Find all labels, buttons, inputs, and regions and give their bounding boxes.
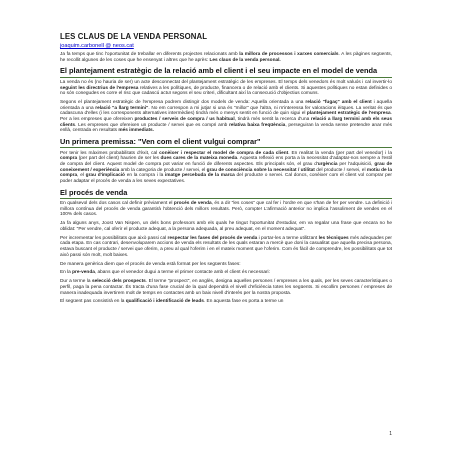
paragraph bbox=[60, 262, 392, 268]
text-run: En qualsevol dels dos casos cal definir prèviament el bbox=[60, 201, 174, 207]
text-run: El següent pas consistirà en la bbox=[60, 299, 126, 305]
text-run: Segons el plantejament estratègic de l'empresa podrem distingir dos models de venda: Aquella orientada a una bbox=[60, 100, 306, 106]
author-email-link[interactable]: joaquim.carbonell @ neos.cat bbox=[60, 43, 134, 49]
bold-text-run: conèixer i respectar el model de compra de cada client bbox=[159, 150, 289, 156]
text-run: (per part del client) haurien de ser les bbox=[77, 156, 161, 162]
text-run: amb la categoria de producte / servei, el bbox=[119, 167, 207, 173]
text-run: en la compra i la bbox=[124, 173, 165, 179]
intro-paragraph bbox=[60, 52, 392, 63]
bold-text-run: les tècniques bbox=[318, 235, 349, 241]
section-heading: Un primera premissa: "Ven com el client vulgui comprar" bbox=[60, 138, 392, 148]
text-run: i portar-les a terme utilitzant bbox=[257, 235, 319, 241]
text-run: relatives a les polítiques, de producte, financera o de relació amb el clients. Si aquestes polítiques no estan definides o no són conegudes es corre el risc que cadascú actuï segons el seu criteri, dificultant així la consecució d'objectius comuns. bbox=[60, 85, 392, 97]
paragraph bbox=[60, 279, 392, 296]
bold-text-run: seguint les directrius de l'empresa bbox=[60, 85, 139, 91]
paragraph bbox=[60, 80, 392, 97]
bold-text-run: qualificació i identificació de leads bbox=[125, 299, 204, 305]
text-run: del producte o servei. Cal doncs, conèixer com el client vol comprar per poder adaptar el procés de venda a les seves expectatives. bbox=[60, 173, 393, 184]
text-run: del producte / servei, el bbox=[314, 167, 367, 173]
text-run: De manera genèrica diem que el procés de venda està format per les següents fases: bbox=[60, 261, 241, 267]
paragraph bbox=[60, 299, 392, 305]
bold-text-run: relació a llarg termini amb els seus clients bbox=[60, 117, 392, 128]
bold-text-run: motiu de la compra bbox=[60, 167, 393, 179]
bold-text-run: la millora de processos i xarxes comercials bbox=[239, 52, 339, 57]
bold-text-run: grau d'implicació bbox=[85, 173, 125, 179]
bold-text-run: imatge percebuda de la marca bbox=[164, 173, 235, 179]
bold-text-run: procés de venda bbox=[173, 201, 212, 207]
bold-text-run: grau de consciència sobre la necessitat / utilitat bbox=[206, 167, 315, 173]
text-run: per l'adquisició, bbox=[337, 161, 375, 167]
text-run: . En aquesta fase es porta a terme un bbox=[203, 299, 284, 305]
text-run: , el bbox=[77, 173, 86, 179]
bold-text-run: Les claus de la venda personal. bbox=[209, 57, 281, 63]
bold-text-run: selecció dels prospects bbox=[91, 279, 146, 285]
text-run: , abans que el venedor dugui a terme el primer contacte amb el client és necessari: bbox=[94, 270, 270, 276]
text-run: En la bbox=[60, 270, 73, 276]
section-sales-process bbox=[60, 189, 392, 306]
paragraph bbox=[60, 201, 392, 218]
bold-text-run: més immediats. bbox=[118, 128, 155, 134]
paragraph bbox=[60, 236, 392, 259]
bold-text-run: relació "fugaç" amb el client bbox=[305, 100, 372, 106]
text-run: Ja fa temps que tinc l'oportunitat de treballar en diferents projectes relacionats amb bbox=[60, 52, 240, 57]
paragraph bbox=[60, 151, 392, 185]
bold-text-run: urgència bbox=[317, 161, 338, 167]
paragraph bbox=[60, 221, 392, 232]
bold-text-run: respectar les fases del procés de venda bbox=[167, 235, 258, 241]
section-premise bbox=[60, 138, 392, 185]
bold-text-run: productes / serveis de compra / us habitual bbox=[134, 117, 235, 123]
bold-text-run: compra bbox=[60, 156, 78, 162]
text-run: , és a dir "les coses" que cal fer i l'ordre en que s'han de fer per vendre. La definició i millora contínua del procés de venda garantirà l'obtenció dels millors resultats. Però, compte! L'afirmació anterior no implica l'assoliment de vendes en el 100% dels casos. bbox=[60, 201, 392, 218]
bold-text-run: relació "a llarg termini" bbox=[95, 105, 149, 111]
paragraph bbox=[60, 100, 392, 134]
bold-text-run: grau de coneixement / experiència bbox=[60, 161, 393, 173]
paragraph bbox=[60, 270, 392, 276]
text-run: més adequades per cada etapa. En cas contrari, desenvoluparem accions de venda els resultats de les quals estaran a mercè que doni la casualitat que aquella precisa persona, estava buscant el producte / servei que oferim, a preu al qual l'oferim i en el mateix moment que l'oferim. Com és fàcil de comprendre, les possibilitats que tot això passi són molt, molt baixes. bbox=[60, 235, 392, 258]
bold-text-run: pre-venda bbox=[72, 270, 95, 276]
text-run: Dur a terme la bbox=[60, 279, 92, 285]
section-heading: El procés de venda bbox=[60, 189, 392, 199]
text-run: . En realitat la venda (per part del venedor) i la bbox=[288, 150, 392, 156]
text-run: . No em correspon a mi jutjar si una és "millor" que l'altra, ni m'interessa fer valoracions èitques. La veritat és que cadascuna d'elles (i les corresponents alternatives intermèdies) tindrà més o menys sentit en funció de quin sigui el bbox=[60, 105, 393, 117]
text-run: Ja fa alguns anys, Joost Van Nispen, un dels bons professors amb els quals he tingut l'oportunitat d'estudiar, em va regalar una frase que encara no he oblidat: "Per vendre, cal oferir el producte adequat, a la persona adequada, al preu adequat, en el moment adequat". bbox=[60, 221, 392, 232]
text-run: . Per a les empreses que ofereixen bbox=[60, 111, 392, 123]
text-run: La venda no és (no hauria de ser) un acte desconnectat del plantejament estratègic de les empreses. El temps dels venedors és molt valuós i cal invertir-lo bbox=[60, 79, 392, 85]
section-strategy bbox=[60, 67, 392, 134]
text-run: , tindrà més sentit la recerca d'una bbox=[234, 117, 311, 123]
page-number: 1 bbox=[389, 431, 392, 437]
text-run: . A les pàgines següents, he recollit algunes de les coses que he ensenyat i altres que he après: bbox=[60, 52, 392, 63]
text-run: . Aquesta reflexió ens porta a la necessitat d'adaptar-nos sempre a l'estil de compra del client. Aquest model de compra pot variar en funció de diferents aspectes. Els principals són, el grau d' bbox=[60, 156, 392, 167]
document-title: LES CLAUS DE LA VENDA PERSONAL bbox=[60, 32, 208, 41]
section-heading: El plantejament estratègic de la relació amb el client i el seu impacte en el model de venda bbox=[60, 67, 392, 77]
bold-text-run: dues cares de la mateixa moneda bbox=[160, 156, 238, 162]
text-run: i aquella orientada a una bbox=[60, 100, 392, 111]
text-run: , perseguiran la venda sense pretendre anar més enllà, centrada en resultats bbox=[60, 122, 392, 134]
text-run: Per incrementar les possibilitats que això passi cal bbox=[60, 235, 168, 241]
text-run: . El terme "prospect", en anglès, designa aquelles persones / empreses a les quals, per les seves característiques o perfil, paga la pena contactar. És tracta d'una fase crucial de la qual dependrà el nivell d'eficiència totes les següents. Si escollim persones / empreses de manera inadequada invertirem molt de temps en contactes amb un baix nivell d'interès per la nostra proposta. bbox=[60, 279, 392, 296]
text-run: . Les empreses que ofereixen un producte / servei que es compri amb bbox=[75, 122, 230, 128]
text-run: Per tenir les màximes probabilitats d'èxit, cal bbox=[60, 150, 160, 156]
bold-text-run: relativa baixa freqüència bbox=[229, 122, 286, 128]
bold-text-run: plantejament estratègic de l'empresa bbox=[306, 111, 391, 117]
